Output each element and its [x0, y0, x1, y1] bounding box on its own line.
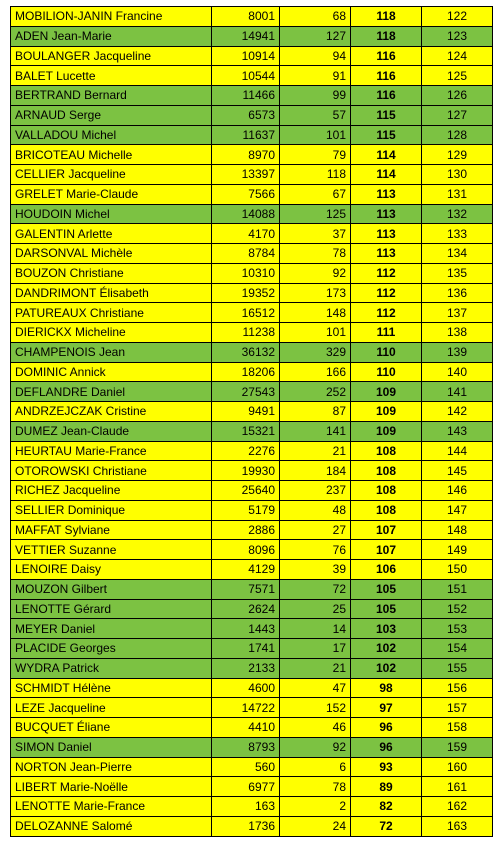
- player-name-cell: ARNAUD Serge: [11, 105, 212, 125]
- table-row: [11, 382, 493, 402]
- count-cell: 6: [280, 757, 351, 777]
- table-row: [11, 283, 493, 303]
- rank-cell: 142: [422, 402, 493, 422]
- table-row: [11, 342, 493, 362]
- rank-cell: 153: [422, 619, 493, 639]
- count-cell: 329: [280, 342, 351, 362]
- total-cell: 1443: [212, 619, 280, 639]
- average-cell: 113: [351, 244, 422, 264]
- total-cell: 4129: [212, 560, 280, 580]
- average-cell: 82: [351, 797, 422, 817]
- total-cell: 2624: [212, 599, 280, 619]
- average-cell: 113: [351, 184, 422, 204]
- total-cell: 11466: [212, 86, 280, 106]
- table-row: [11, 481, 493, 501]
- rank-cell: 159: [422, 737, 493, 757]
- average-cell: 110: [351, 362, 422, 382]
- count-cell: 47: [280, 678, 351, 698]
- player-name-cell: WYDRA Patrick: [11, 658, 212, 678]
- player-name-cell: PLACIDE Georges: [11, 639, 212, 659]
- count-cell: 173: [280, 283, 351, 303]
- average-cell: 103: [351, 619, 422, 639]
- player-name-cell: MAFFAT Sylviane: [11, 520, 212, 540]
- player-name-cell: RICHEZ Jacqueline: [11, 481, 212, 501]
- count-cell: 76: [280, 540, 351, 560]
- count-cell: 27: [280, 520, 351, 540]
- total-cell: 19930: [212, 461, 280, 481]
- player-name-cell: MEYER Daniel: [11, 619, 212, 639]
- rank-cell: 154: [422, 639, 493, 659]
- count-cell: 17: [280, 639, 351, 659]
- player-name-cell: ANDRZEJCZAK Cristine: [11, 402, 212, 422]
- total-cell: 13397: [212, 165, 280, 185]
- count-cell: 92: [280, 263, 351, 283]
- table-row: [11, 441, 493, 461]
- count-cell: 21: [280, 658, 351, 678]
- total-cell: 4600: [212, 678, 280, 698]
- table-row: [11, 619, 493, 639]
- table-row: [11, 204, 493, 224]
- total-cell: 25640: [212, 481, 280, 501]
- average-cell: 72: [351, 816, 422, 836]
- total-cell: 36132: [212, 342, 280, 362]
- total-cell: 14088: [212, 204, 280, 224]
- count-cell: 24: [280, 816, 351, 836]
- total-cell: 10914: [212, 46, 280, 66]
- total-cell: 16512: [212, 303, 280, 323]
- total-cell: 6977: [212, 777, 280, 797]
- average-cell: 96: [351, 718, 422, 738]
- player-name-cell: LENOTTE Gérard: [11, 599, 212, 619]
- table-row: [11, 86, 493, 106]
- player-name-cell: VALLADOU Michel: [11, 125, 212, 145]
- table-row: [11, 461, 493, 481]
- average-cell: 108: [351, 481, 422, 501]
- count-cell: 152: [280, 698, 351, 718]
- player-name-cell: LEZE Jacqueline: [11, 698, 212, 718]
- table-row: [11, 125, 493, 145]
- table-row: [11, 737, 493, 757]
- rank-cell: 162: [422, 797, 493, 817]
- rank-cell: 128: [422, 125, 493, 145]
- rank-cell: 127: [422, 105, 493, 125]
- player-name-cell: LENOIRE Daisy: [11, 560, 212, 580]
- count-cell: 67: [280, 184, 351, 204]
- player-name-cell: MOBILION-JANIN Francine: [11, 7, 212, 27]
- average-cell: 118: [351, 26, 422, 46]
- average-cell: 112: [351, 283, 422, 303]
- count-cell: 99: [280, 86, 351, 106]
- table-row: [11, 224, 493, 244]
- table-row: [11, 540, 493, 560]
- player-name-cell: OTOROWSKI Christiane: [11, 461, 212, 481]
- rank-cell: 150: [422, 560, 493, 580]
- table-row: [11, 402, 493, 422]
- rank-cell: 136: [422, 283, 493, 303]
- rank-cell: 129: [422, 145, 493, 165]
- average-cell: 109: [351, 382, 422, 402]
- rank-cell: 144: [422, 441, 493, 461]
- rank-cell: 132: [422, 204, 493, 224]
- average-cell: 105: [351, 579, 422, 599]
- rank-cell: 124: [422, 46, 493, 66]
- table-row: [11, 718, 493, 738]
- average-cell: 116: [351, 86, 422, 106]
- table-row: [11, 816, 493, 836]
- rank-cell: 126: [422, 86, 493, 106]
- player-name-cell: MOUZON Gilbert: [11, 579, 212, 599]
- average-cell: 106: [351, 560, 422, 580]
- rank-cell: 152: [422, 599, 493, 619]
- player-name-cell: CHAMPENOIS Jean: [11, 342, 212, 362]
- count-cell: 46: [280, 718, 351, 738]
- count-cell: 141: [280, 421, 351, 441]
- count-cell: 79: [280, 145, 351, 165]
- total-cell: 163: [212, 797, 280, 817]
- count-cell: 237: [280, 481, 351, 501]
- player-name-cell: BRICOTEAU Michelle: [11, 145, 212, 165]
- count-cell: 72: [280, 579, 351, 599]
- player-name-cell: BOULANGER Jacqueline: [11, 46, 212, 66]
- average-cell: 108: [351, 500, 422, 520]
- total-cell: 14941: [212, 26, 280, 46]
- player-name-cell: NORTON Jean-Pierre: [11, 757, 212, 777]
- player-name-cell: HEURTAU Marie-France: [11, 441, 212, 461]
- table-row: [11, 66, 493, 86]
- count-cell: 2: [280, 797, 351, 817]
- player-name-cell: BOUZON Christiane: [11, 263, 212, 283]
- total-cell: 560: [212, 757, 280, 777]
- total-cell: 1736: [212, 816, 280, 836]
- table-row: [11, 698, 493, 718]
- average-cell: 114: [351, 145, 422, 165]
- player-name-cell: BUCQUET Éliane: [11, 718, 212, 738]
- total-cell: 10544: [212, 66, 280, 86]
- ranking-table-body: [11, 7, 493, 837]
- player-name-cell: BERTRAND Bernard: [11, 86, 212, 106]
- average-cell: 109: [351, 421, 422, 441]
- rank-cell: 139: [422, 342, 493, 362]
- player-name-cell: SIMON Daniel: [11, 737, 212, 757]
- rank-cell: 145: [422, 461, 493, 481]
- count-cell: 91: [280, 66, 351, 86]
- rank-cell: 125: [422, 66, 493, 86]
- table-row: [11, 560, 493, 580]
- player-name-cell: DANDRIMONT Élisabeth: [11, 283, 212, 303]
- player-name-cell: VETTIER Suzanne: [11, 540, 212, 560]
- total-cell: 8784: [212, 244, 280, 264]
- player-name-cell: DUMEZ Jean-Claude: [11, 421, 212, 441]
- average-cell: 102: [351, 639, 422, 659]
- rank-cell: 140: [422, 362, 493, 382]
- table-row: [11, 263, 493, 283]
- total-cell: 8793: [212, 737, 280, 757]
- average-cell: 112: [351, 263, 422, 283]
- table-row: [11, 244, 493, 264]
- player-name-cell: DEFLANDRE Daniel: [11, 382, 212, 402]
- table-row: [11, 520, 493, 540]
- count-cell: 127: [280, 26, 351, 46]
- rank-cell: 158: [422, 718, 493, 738]
- count-cell: 68: [280, 7, 351, 27]
- count-cell: 101: [280, 323, 351, 343]
- count-cell: 101: [280, 125, 351, 145]
- rank-cell: 123: [422, 26, 493, 46]
- average-cell: 96: [351, 737, 422, 757]
- average-cell: 110: [351, 342, 422, 362]
- total-cell: 27543: [212, 382, 280, 402]
- rank-cell: 163: [422, 816, 493, 836]
- player-name-cell: GALENTIN Arlette: [11, 224, 212, 244]
- count-cell: 184: [280, 461, 351, 481]
- rank-cell: 160: [422, 757, 493, 777]
- table-row: [11, 579, 493, 599]
- total-cell: 11637: [212, 125, 280, 145]
- total-cell: 8001: [212, 7, 280, 27]
- count-cell: 148: [280, 303, 351, 323]
- table-row: [11, 599, 493, 619]
- average-cell: 107: [351, 540, 422, 560]
- total-cell: 6573: [212, 105, 280, 125]
- table-row: [11, 500, 493, 520]
- rank-cell: 161: [422, 777, 493, 797]
- total-cell: 5179: [212, 500, 280, 520]
- rank-cell: 149: [422, 540, 493, 560]
- rank-cell: 134: [422, 244, 493, 264]
- average-cell: 113: [351, 204, 422, 224]
- table-row: [11, 323, 493, 343]
- player-name-cell: SELLIER Dominique: [11, 500, 212, 520]
- rank-cell: 141: [422, 382, 493, 402]
- total-cell: 4410: [212, 718, 280, 738]
- total-cell: 2886: [212, 520, 280, 540]
- player-name-cell: CELLIER Jacqueline: [11, 165, 212, 185]
- rank-cell: 151: [422, 579, 493, 599]
- count-cell: 87: [280, 402, 351, 422]
- count-cell: 78: [280, 244, 351, 264]
- average-cell: 113: [351, 224, 422, 244]
- rank-cell: 143: [422, 421, 493, 441]
- rank-cell: 122: [422, 7, 493, 27]
- count-cell: 166: [280, 362, 351, 382]
- total-cell: 8096: [212, 540, 280, 560]
- count-cell: 39: [280, 560, 351, 580]
- ranking-table: [10, 6, 493, 837]
- average-cell: 97: [351, 698, 422, 718]
- table-row: [11, 303, 493, 323]
- rank-cell: 155: [422, 658, 493, 678]
- average-cell: 115: [351, 125, 422, 145]
- player-name-cell: LIBERT Marie-Noëlle: [11, 777, 212, 797]
- count-cell: 125: [280, 204, 351, 224]
- count-cell: 21: [280, 441, 351, 461]
- count-cell: 94: [280, 46, 351, 66]
- table-row: [11, 777, 493, 797]
- rank-cell: 156: [422, 678, 493, 698]
- count-cell: 92: [280, 737, 351, 757]
- player-name-cell: LENOTTE Marie-France: [11, 797, 212, 817]
- average-cell: 89: [351, 777, 422, 797]
- count-cell: 14: [280, 619, 351, 639]
- rank-cell: 133: [422, 224, 493, 244]
- count-cell: 252: [280, 382, 351, 402]
- player-name-cell: PATUREAUX Christiane: [11, 303, 212, 323]
- player-name-cell: ADEN Jean-Marie: [11, 26, 212, 46]
- total-cell: 4170: [212, 224, 280, 244]
- average-cell: 108: [351, 461, 422, 481]
- total-cell: 8970: [212, 145, 280, 165]
- player-name-cell: DIERICKX Micheline: [11, 323, 212, 343]
- count-cell: 118: [280, 165, 351, 185]
- average-cell: 102: [351, 658, 422, 678]
- total-cell: 10310: [212, 263, 280, 283]
- total-cell: 2276: [212, 441, 280, 461]
- player-name-cell: DARSONVAL Michèle: [11, 244, 212, 264]
- average-cell: 118: [351, 7, 422, 27]
- count-cell: 57: [280, 105, 351, 125]
- total-cell: 18206: [212, 362, 280, 382]
- rank-cell: 147: [422, 500, 493, 520]
- total-cell: 9491: [212, 402, 280, 422]
- player-name-cell: GRELET Marie-Claude: [11, 184, 212, 204]
- table-row: [11, 421, 493, 441]
- player-name-cell: DELOZANNE Salomé: [11, 816, 212, 836]
- rank-cell: 131: [422, 184, 493, 204]
- player-name-cell: BALET Lucette: [11, 66, 212, 86]
- table-row: [11, 105, 493, 125]
- table-row: [11, 362, 493, 382]
- table-row: [11, 46, 493, 66]
- average-cell: 107: [351, 520, 422, 540]
- average-cell: 116: [351, 66, 422, 86]
- average-cell: 105: [351, 599, 422, 619]
- rank-cell: 137: [422, 303, 493, 323]
- average-cell: 93: [351, 757, 422, 777]
- rank-cell: 130: [422, 165, 493, 185]
- rank-cell: 138: [422, 323, 493, 343]
- table-row: [11, 165, 493, 185]
- table-row: [11, 26, 493, 46]
- table-row: [11, 678, 493, 698]
- total-cell: 14722: [212, 698, 280, 718]
- count-cell: 78: [280, 777, 351, 797]
- total-cell: 1741: [212, 639, 280, 659]
- total-cell: 19352: [212, 283, 280, 303]
- rank-cell: 148: [422, 520, 493, 540]
- count-cell: 37: [280, 224, 351, 244]
- table-row: [11, 797, 493, 817]
- average-cell: 115: [351, 105, 422, 125]
- average-cell: 116: [351, 46, 422, 66]
- average-cell: 111: [351, 323, 422, 343]
- total-cell: 7571: [212, 579, 280, 599]
- count-cell: 25: [280, 599, 351, 619]
- rank-cell: 157: [422, 698, 493, 718]
- rank-cell: 146: [422, 481, 493, 501]
- table-row: [11, 658, 493, 678]
- average-cell: 114: [351, 165, 422, 185]
- player-name-cell: DOMINIC Annick: [11, 362, 212, 382]
- table-row: [11, 184, 493, 204]
- average-cell: 109: [351, 402, 422, 422]
- average-cell: 112: [351, 303, 422, 323]
- total-cell: 2133: [212, 658, 280, 678]
- table-row: [11, 757, 493, 777]
- table-row: [11, 639, 493, 659]
- table-row: [11, 145, 493, 165]
- count-cell: 48: [280, 500, 351, 520]
- total-cell: 11238: [212, 323, 280, 343]
- player-name-cell: HOUDOIN Michel: [11, 204, 212, 224]
- average-cell: 98: [351, 678, 422, 698]
- player-name-cell: SCHMIDT Hélène: [11, 678, 212, 698]
- total-cell: 15321: [212, 421, 280, 441]
- total-cell: 7566: [212, 184, 280, 204]
- average-cell: 108: [351, 441, 422, 461]
- table-row: [11, 7, 493, 27]
- rank-cell: 135: [422, 263, 493, 283]
